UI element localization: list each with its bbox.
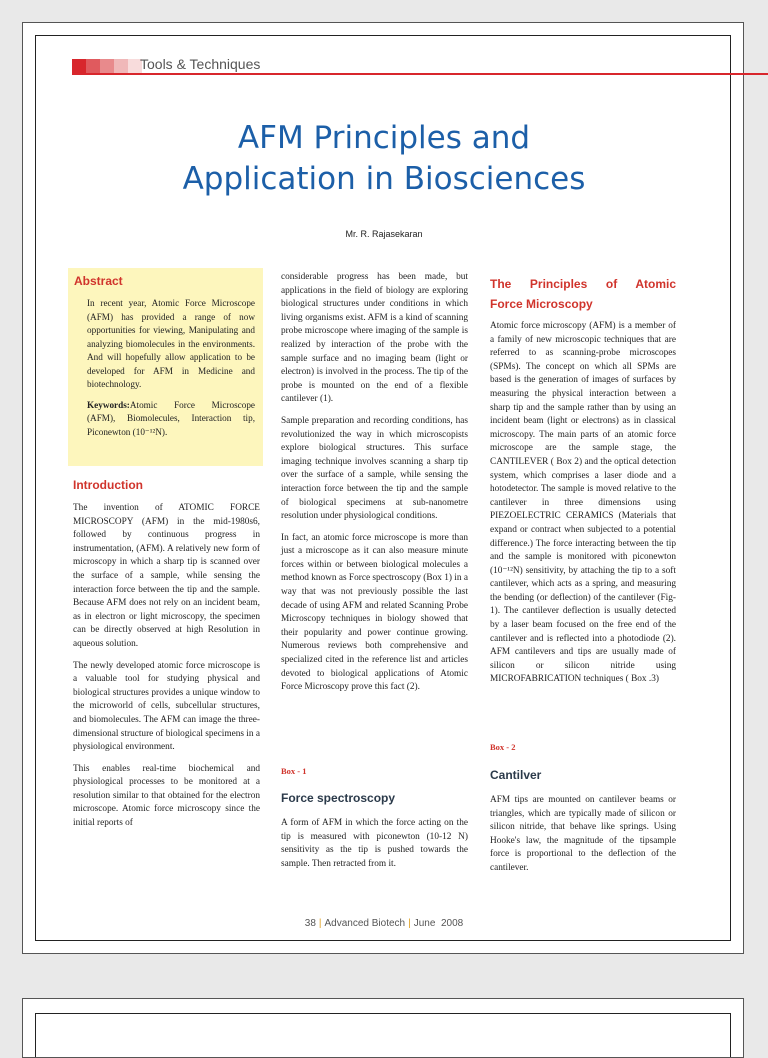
principles-body [490,320,676,695]
introduction-body [73,502,260,839]
middle-column-body [281,271,468,703]
box-2-label: Box - 2 [490,742,516,752]
abstract-text: In recent year, Atomic Force Microscope (AFM) has provided a range of now opportunities for viewing, Manipulating and analyzing biomolecules in the environments. And will hopefully allow application to be developed for AFM in Medicine and biotechnology. [87,298,255,389]
next-page-frame [35,1013,731,1057]
intro-paragraph-3: This enables real-time biochemical and physiological processes to be monitored at a resolution similar to that obtained for the electron microscope. Atomic force microscopy since the initial reports of [73,763,260,829]
page-footer [0,918,768,929]
cantilver-paragraph: AFM tips are mounted on cantilever beams or triangles, which are typically made of silicon or silicon nitride, that behave like springs. Using Hooke's law, the magnitude of the tipsample force is proportional to the deflection of the cantilever. [490,795,676,873]
intro-paragraph-2: The newly developed atomic force microscope is a valuable tool for studying physical and biological structures provides a unique window to the microworld of cells, subcellular structures, and biomolecules. The AFM can image the three-dimensional structure of biological specimens in a physiological environment. [73,660,260,753]
header-color-blocks [72,59,142,73]
cantilver-heading: Cantilver [490,768,542,782]
author: Mr. R. Rajasekaran [345,229,423,239]
abstract-box [68,268,263,466]
abstract-keywords [87,399,255,440]
intro-paragraph-1: The invention of ATOMIC FORCE MICROSCOPY (AFM) in the mid-1980s6, followed by continuous progress in instrumentation, (AFM). A relatively new form of microscopy in which a sharp tip is scanned over the surface of a sample, while sensing the interaction force between the tip and the sample. Because AFM does not rely on an incident beam, as in electron or light microscopy, the specimen can be directly observed at high Resolution in aqueous solution. [73,503,260,649]
force-spectroscopy-heading: Force spectroscopy [281,791,396,805]
middle-paragraph-1: considerable progress has been made, but applications in the field of biology are exploring biological structures under conditions in which living organisms exist. AFM is a kind of scanning probe microscope where imaging of the sample is realized by interaction of the probe with the sample surface and no imaging beam (light or electron) is involved in the process. The tip of the probe is mounted on the end of a flexible cantilever (1). [281,272,468,405]
magazine-name: Advanced Biotech [324,918,406,929]
principles-paragraph: Atomic force microscopy (AFM) is a member of a family of new microscopic techniques that are referred to as scanning-probe microscopes (SPMs). The concept on which all SPMs are based is the generation of images of surfaces by measuring the physical interaction between a sharp tip and the sample rather than by using an incident beam (light or electrons) as in classical microscopy. The main parts of an atomic force microscope are the sample stage, the CANTILEVER ( Box 2) and the optical detection system, which comprises a laser diode and a hotodetector. The sample is moved relative to the cantilever in three dimensions using PIEZOELECTRIC CERAMICS (Materials that expand or contract when subjected to a potential difference.) The force interacting between the tip and the sample is monitored with piconewton (10⁻¹²N) sensitivity, by attaching the tip to a soft cantilever, which acts as a spring, and measuring the bending (or deflection) of the cantilever (Fig-1). The cantilever deflection is usually detected by a laser beam focused on the free end of the cantilever and is reflected into a photodiode (2). AFM cantilevers and tips are usually made of silicon or silicon nitride using MICROFABRICATION techniques ( Box .3) [490,321,676,685]
keywords-label: Keywords: [87,399,130,410]
page-number: 38 [304,918,316,929]
principles-heading-line-2: Force Microscopy [490,297,593,311]
header-block [100,59,114,73]
header-block [72,59,86,73]
header-block [86,59,100,73]
principles-heading-line-1: The Principles of Atomic [490,277,676,291]
issue-year: 2008 [440,918,464,929]
title-line-2: Application in Biosciences [182,161,586,197]
next-page [22,998,744,1058]
footer-separator: | [408,918,411,929]
cantilver-body [490,794,676,884]
principles-heading [490,274,676,314]
keywords-text: Atomic Force Microscope (AFM), Biomolecules, Interaction tip, Piconewton (10⁻¹²N). [87,399,255,437]
force-spectroscopy-body [281,817,468,879]
introduction-heading: Introduction [73,478,143,492]
box-1-label: Box - 1 [281,766,307,776]
footer-separator: | [318,918,322,929]
abstract-heading: Abstract [74,274,123,288]
article-title [0,118,768,200]
header-rule [72,73,768,75]
issue-month: June [413,918,436,929]
section-tag: Tools & Techniques [140,56,261,72]
middle-paragraph-3: In fact, an atomic force microscope is more than just a microscope as it can also measure minute forces within or between biological molecules a method known as Force spectroscopy (Box 1) in a way that was not previously possible the last decade of using AFM and related Scanning Probe Microscopy techniques in biology showed that their popularity and power continue growing. Numerous reviews both comprehensive and specialized cited in the reference list and articles devoted to biological applications of Atomic Force Microscopy prove this fact (2). [281,532,468,693]
header-block [114,59,128,73]
abstract-body [87,297,255,446]
middle-paragraph-2: Sample preparation and recording conditions, has revolutionized the way in which microscopists explore biological structures. This surface imaging technique involves scanning a sharp tip over the surface of a sample, while sensing the interaction force between the tip and the sample of biological specimens at sub-nanometre resolution under physiological conditions. [281,415,468,522]
middle-paragraph-4: A form of AFM in which the force acting on the tip is measured with piconewton (10-12 N) sensitivity as the tip is pushed towards the sample. Then retracted from it. [281,818,468,869]
title-line-1: AFM Principles and [237,120,531,156]
